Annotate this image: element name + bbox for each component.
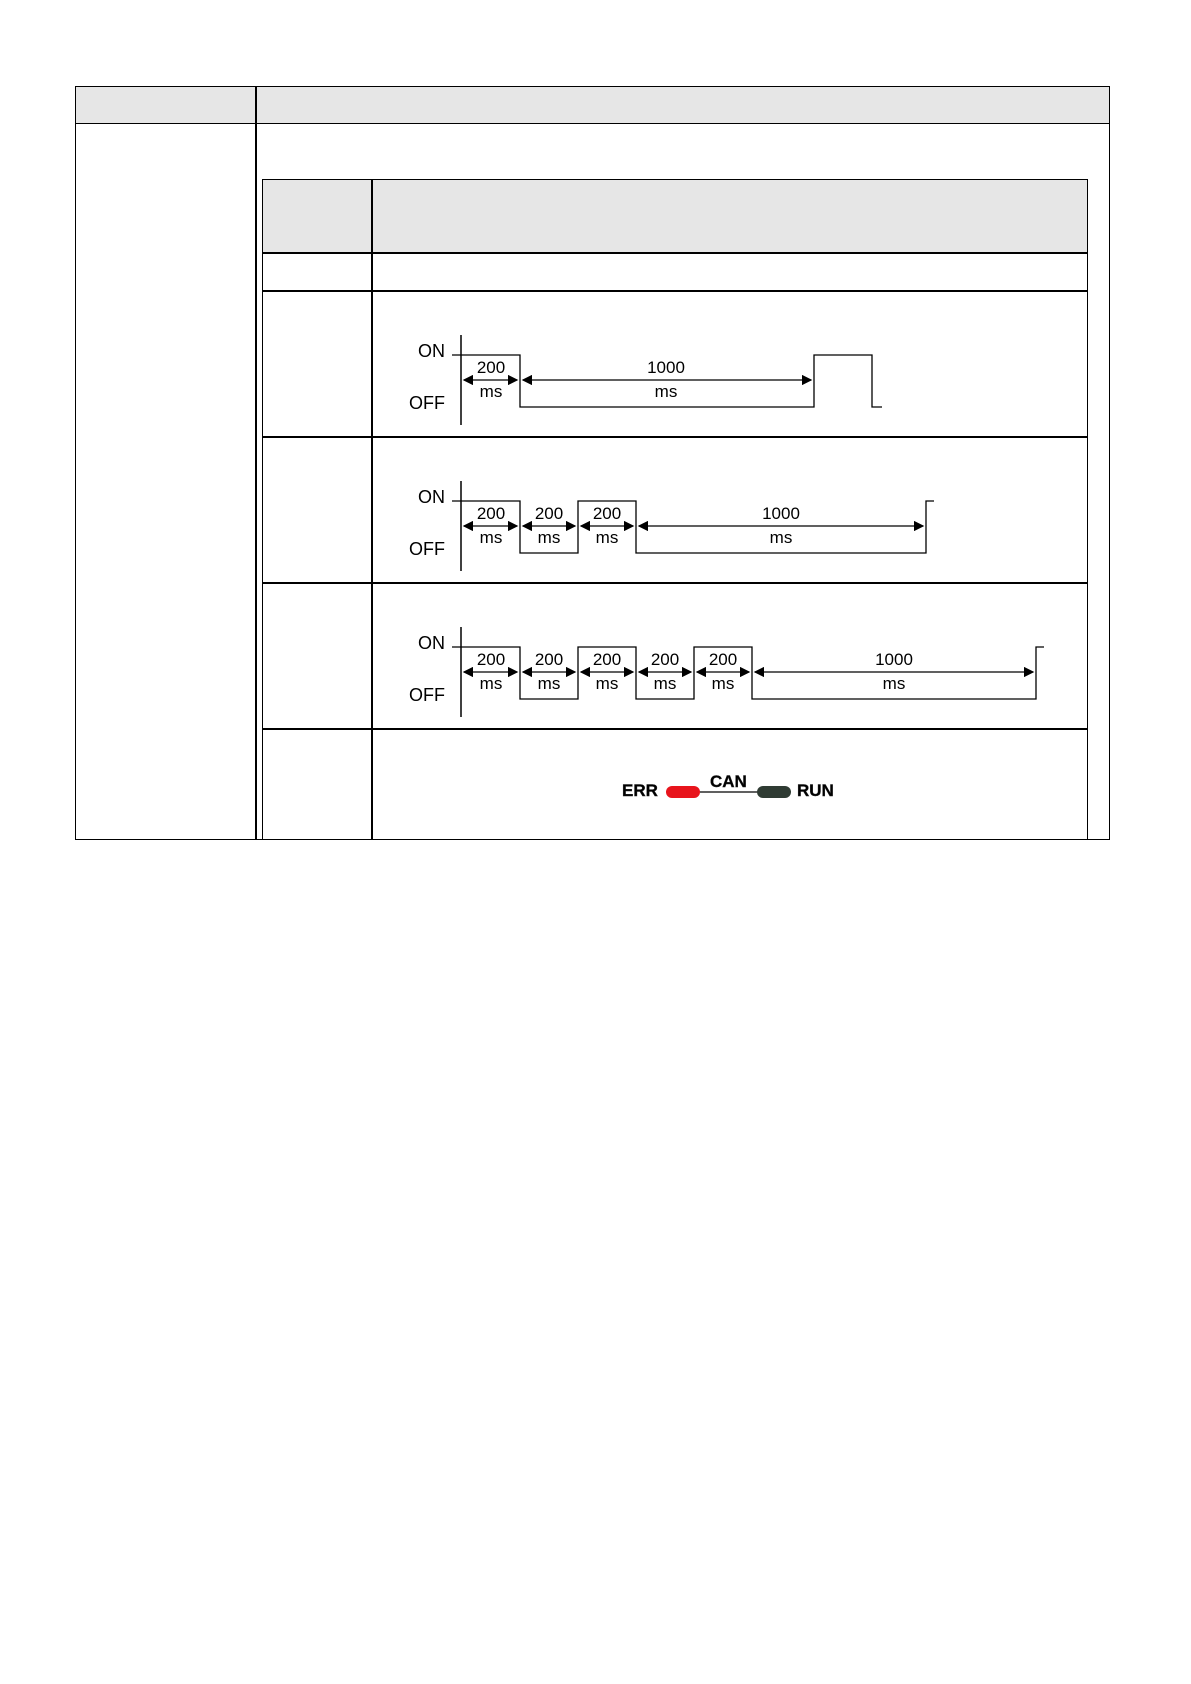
gap-duration-label: 1000 [875,650,913,669]
double-flash-waveform [400,476,960,576]
pulse-duration-label: 200 [534,650,564,669]
unit-label: ms [595,674,619,693]
run-led [757,786,791,798]
gap-duration-label: 1000 [647,358,685,377]
unit-label: ms [479,528,503,547]
pulse-duration-label: 200 [708,650,738,669]
pulse-duration-label: 200 [476,504,506,523]
err-led [666,786,700,798]
pulse-duration-label: 200 [592,650,622,669]
inner-column-divider [371,179,373,840]
unit-label: ms [479,382,503,401]
unit-label: ms [653,674,677,693]
on-label: ON [418,633,445,653]
unit-label: ms [654,382,678,401]
inner-row-divider [262,290,1088,292]
pulse-duration-label: 200 [476,650,506,669]
unit-label: ms [479,674,503,693]
run-led-label: RUN [797,781,834,800]
inner-row-divider [262,436,1088,438]
pulse-duration-label: 200 [650,650,680,669]
gap-duration-label: 1000 [762,504,800,523]
unit-label: ms [595,528,619,547]
pulse-duration-label: 200 [592,504,622,523]
unit-label: ms [537,674,561,693]
single-flash-waveform [400,330,920,430]
err-led-label: ERR [622,781,658,800]
pulse-duration-label: 200 [476,358,506,377]
off-label: OFF [409,685,445,705]
on-label: ON [418,341,445,361]
unit-label: ms [769,528,793,547]
unit-label: ms [537,528,561,547]
off-label: OFF [409,393,445,413]
unit-label: ms [882,674,906,693]
unit-label: ms [711,674,735,693]
inner-row-divider [262,728,1088,730]
outer-column-divider [255,86,257,840]
inner-row-divider [262,252,1088,254]
pulse-duration-label: 200 [534,504,564,523]
off-label: OFF [409,539,445,559]
inner-row-divider [262,582,1088,584]
triple-flash-waveform [400,622,1060,722]
on-label: ON [418,487,445,507]
can-label: CAN [710,772,747,791]
can-led-indicator [620,770,850,810]
